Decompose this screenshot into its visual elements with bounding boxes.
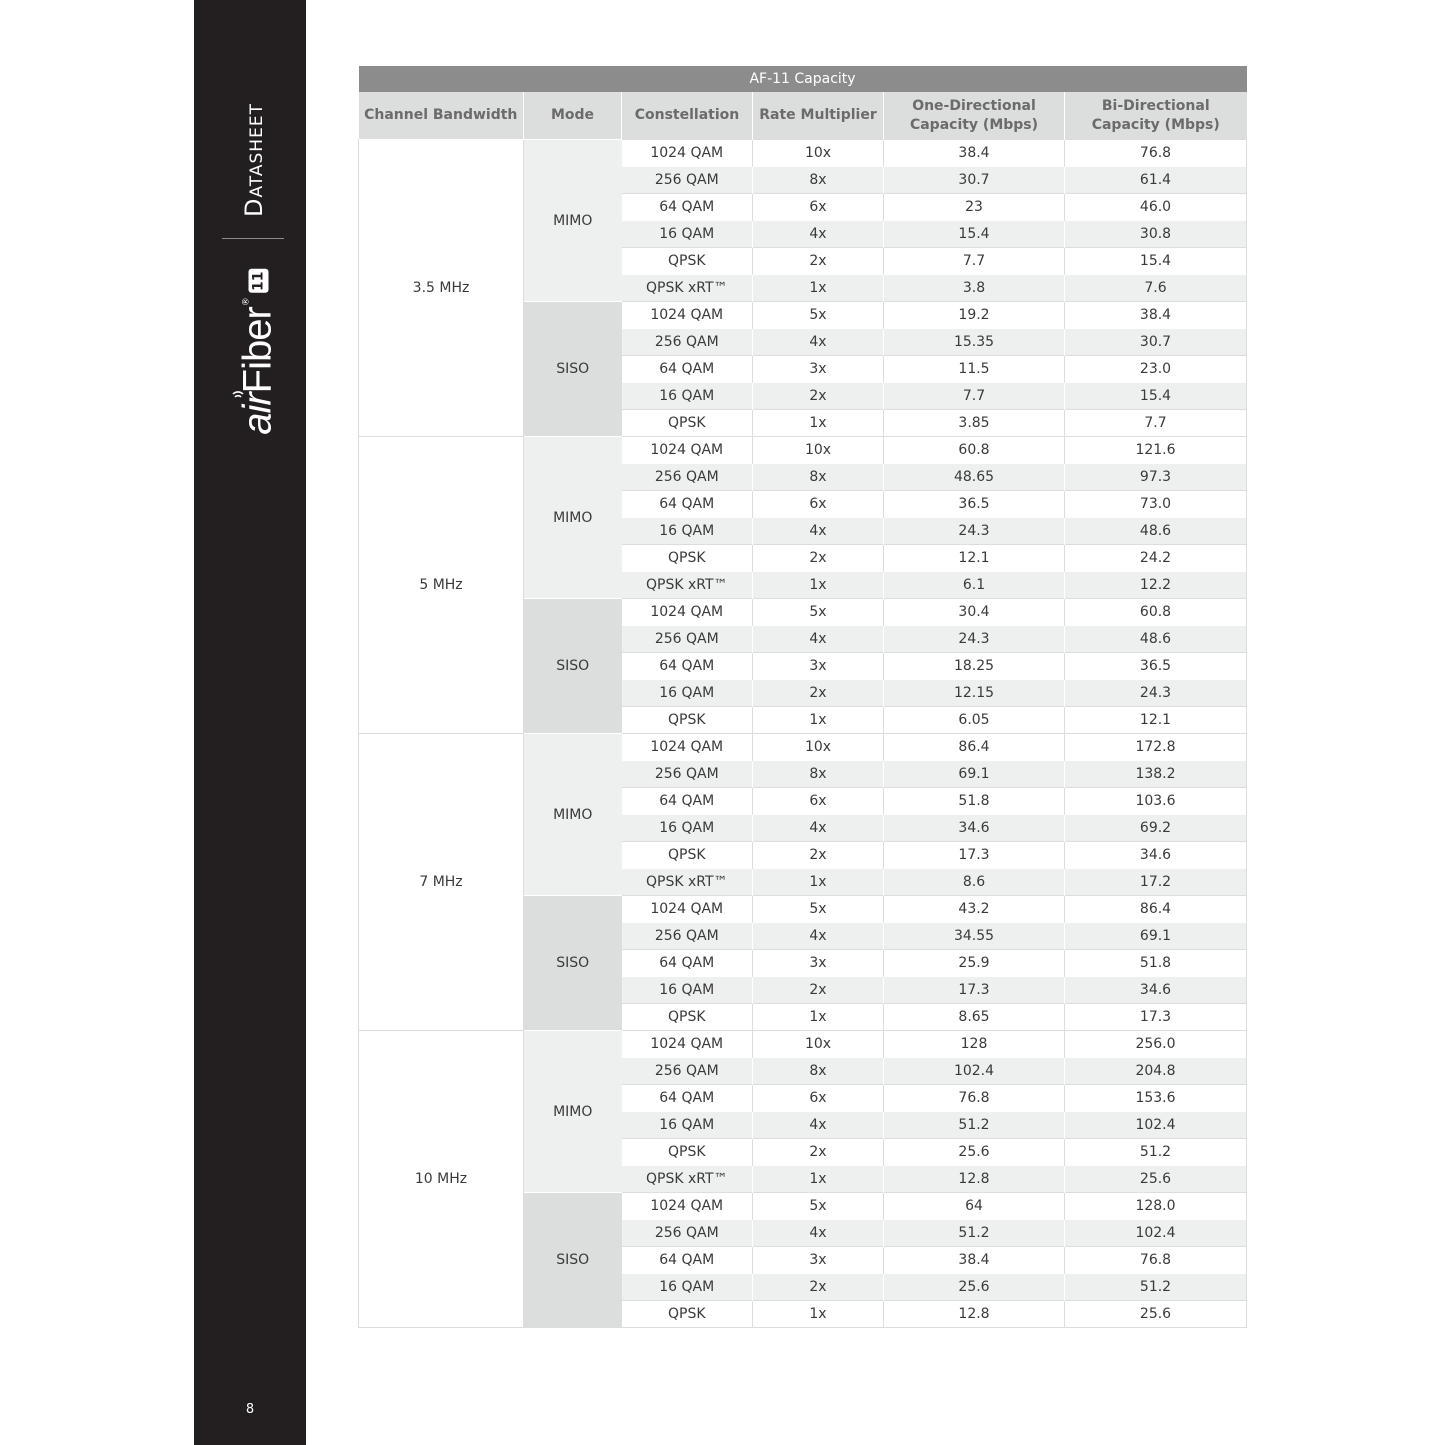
header-mode: Mode — [524, 92, 622, 140]
table-row — [359, 437, 1247, 464]
constellation-cell: 256 QAM — [622, 464, 753, 491]
constellation-cell: QPSK xRT™ — [622, 869, 753, 896]
one-directional-cell: 86.4 — [884, 734, 1065, 761]
bi-directional-cell: 48.6 — [1065, 626, 1247, 653]
table-title: AF-11 Capacity — [359, 66, 1247, 92]
constellation-cell: QPSK — [622, 545, 753, 572]
table-body — [359, 140, 1247, 1328]
constellation-cell: 1024 QAM — [622, 140, 753, 167]
rate-multiplier-cell: 10x — [753, 1031, 884, 1058]
bi-directional-cell: 38.4 — [1065, 302, 1247, 329]
bi-directional-cell: 76.8 — [1065, 140, 1247, 167]
rate-multiplier-cell: 4x — [753, 329, 884, 356]
rate-multiplier-cell: 4x — [753, 1220, 884, 1247]
rate-multiplier-cell: 1x — [753, 1166, 884, 1193]
rate-multiplier-cell: 6x — [753, 1085, 884, 1112]
datasheet-label: Datasheet — [240, 103, 268, 217]
rate-multiplier-cell: 10x — [753, 140, 884, 167]
bi-directional-cell: 102.4 — [1065, 1220, 1247, 1247]
bi-directional-cell: 34.6 — [1065, 977, 1247, 1004]
rate-multiplier-cell: 2x — [753, 383, 884, 410]
constellation-cell: QPSK — [622, 248, 753, 275]
one-directional-cell: 12.8 — [884, 1301, 1065, 1328]
bi-directional-cell: 51.2 — [1065, 1274, 1247, 1301]
one-directional-cell: 7.7 — [884, 383, 1065, 410]
table-row — [359, 1031, 1247, 1058]
rate-multiplier-cell: 5x — [753, 302, 884, 329]
constellation-cell: QPSK — [622, 1301, 753, 1328]
bi-directional-cell: 15.4 — [1065, 383, 1247, 410]
one-directional-cell: 12.8 — [884, 1166, 1065, 1193]
rate-multiplier-cell: 4x — [753, 518, 884, 545]
rate-multiplier-cell: 2x — [753, 977, 884, 1004]
bi-directional-cell: 15.4 — [1065, 248, 1247, 275]
rate-multiplier-cell: 8x — [753, 167, 884, 194]
rate-multiplier-cell: 3x — [753, 1247, 884, 1274]
constellation-cell: 64 QAM — [622, 950, 753, 977]
header-one-directional: One-Directional Capacity (Mbps) — [884, 92, 1065, 140]
rate-multiplier-cell: 3x — [753, 356, 884, 383]
one-directional-cell: 11.5 — [884, 356, 1065, 383]
sidebar-divider — [222, 238, 284, 239]
one-directional-cell: 18.25 — [884, 653, 1065, 680]
constellation-cell: 256 QAM — [622, 1220, 753, 1247]
rate-multiplier-cell: 6x — [753, 788, 884, 815]
constellation-cell: 1024 QAM — [622, 1031, 753, 1058]
rate-multiplier-cell: 8x — [753, 464, 884, 491]
airfiber-logo — [236, 269, 281, 435]
one-directional-cell: 12.15 — [884, 680, 1065, 707]
one-directional-cell: 30.7 — [884, 167, 1065, 194]
bi-directional-cell: 17.3 — [1065, 1004, 1247, 1031]
logo-fiber-text: Fiber — [235, 307, 280, 394]
constellation-cell: 16 QAM — [622, 221, 753, 248]
bi-directional-cell: 7.6 — [1065, 275, 1247, 302]
rate-multiplier-cell: 8x — [753, 761, 884, 788]
constellation-cell: QPSK — [622, 842, 753, 869]
constellation-cell: 256 QAM — [622, 329, 753, 356]
one-directional-cell: 36.5 — [884, 491, 1065, 518]
constellation-cell: 1024 QAM — [622, 1193, 753, 1220]
one-directional-cell: 24.3 — [884, 626, 1065, 653]
one-directional-cell: 6.05 — [884, 707, 1065, 734]
channel-bandwidth-cell: 7 MHz — [359, 734, 524, 1031]
constellation-cell: 64 QAM — [622, 788, 753, 815]
constellation-cell: 256 QAM — [622, 626, 753, 653]
constellation-cell: 64 QAM — [622, 194, 753, 221]
constellation-cell: 1024 QAM — [622, 599, 753, 626]
rate-multiplier-cell: 1x — [753, 275, 884, 302]
mode-cell: MIMO — [524, 437, 622, 599]
bi-directional-cell: 34.6 — [1065, 842, 1247, 869]
rate-multiplier-cell: 1x — [753, 572, 884, 599]
one-directional-cell: 15.35 — [884, 329, 1065, 356]
bi-directional-cell: 24.2 — [1065, 545, 1247, 572]
one-directional-cell: 25.6 — [884, 1274, 1065, 1301]
capacity-table — [358, 66, 1247, 1328]
bi-directional-cell: 103.6 — [1065, 788, 1247, 815]
one-directional-cell: 51.8 — [884, 788, 1065, 815]
rate-multiplier-cell: 3x — [753, 950, 884, 977]
one-directional-cell: 43.2 — [884, 896, 1065, 923]
one-directional-cell: 23 — [884, 194, 1065, 221]
one-directional-cell: 6.1 — [884, 572, 1065, 599]
bi-directional-cell: 256.0 — [1065, 1031, 1247, 1058]
rate-multiplier-cell: 1x — [753, 410, 884, 437]
bi-directional-cell: 60.8 — [1065, 599, 1247, 626]
bi-directional-cell: 25.6 — [1065, 1301, 1247, 1328]
bi-directional-cell: 12.2 — [1065, 572, 1247, 599]
one-directional-cell: 25.6 — [884, 1139, 1065, 1166]
logo-badge: 11 — [248, 269, 268, 293]
constellation-cell: 64 QAM — [622, 1247, 753, 1274]
one-directional-cell: 8.65 — [884, 1004, 1065, 1031]
constellation-cell: 64 QAM — [622, 1085, 753, 1112]
one-directional-cell: 102.4 — [884, 1058, 1065, 1085]
bi-directional-cell: 172.8 — [1065, 734, 1247, 761]
rate-multiplier-cell: 2x — [753, 1274, 884, 1301]
rate-multiplier-cell: 4x — [753, 815, 884, 842]
rate-multiplier-cell: 4x — [753, 221, 884, 248]
constellation-cell: 16 QAM — [622, 1274, 753, 1301]
bi-directional-cell: 36.5 — [1065, 653, 1247, 680]
rate-multiplier-cell: 1x — [753, 1004, 884, 1031]
bi-directional-cell: 51.8 — [1065, 950, 1247, 977]
one-directional-cell: 69.1 — [884, 761, 1065, 788]
one-directional-cell: 25.9 — [884, 950, 1065, 977]
bi-directional-cell: 12.1 — [1065, 707, 1247, 734]
rate-multiplier-cell: 2x — [753, 545, 884, 572]
one-directional-cell: 7.7 — [884, 248, 1065, 275]
constellation-cell: QPSK — [622, 707, 753, 734]
one-directional-cell: 12.1 — [884, 545, 1065, 572]
one-directional-cell: 19.2 — [884, 302, 1065, 329]
rate-multiplier-cell: 4x — [753, 1112, 884, 1139]
bi-directional-cell: 69.1 — [1065, 923, 1247, 950]
rate-multiplier-cell: 4x — [753, 626, 884, 653]
registered-mark: ® — [241, 297, 252, 307]
constellation-cell: 16 QAM — [622, 977, 753, 1004]
constellation-cell: 1024 QAM — [622, 734, 753, 761]
constellation-cell: 1024 QAM — [622, 302, 753, 329]
one-directional-cell: 15.4 — [884, 221, 1065, 248]
bi-directional-cell: 76.8 — [1065, 1247, 1247, 1274]
constellation-cell: 256 QAM — [622, 923, 753, 950]
header-rate-multiplier: Rate Multiplier — [753, 92, 884, 140]
one-directional-cell: 128 — [884, 1031, 1065, 1058]
header-bi-directional: Bi-Directional Capacity (Mbps) — [1065, 92, 1247, 140]
mode-cell: SISO — [524, 896, 622, 1031]
constellation-cell: QPSK xRT™ — [622, 572, 753, 599]
one-directional-cell: 48.65 — [884, 464, 1065, 491]
constellation-cell: 16 QAM — [622, 815, 753, 842]
rate-multiplier-cell: 5x — [753, 599, 884, 626]
bi-directional-cell: 30.7 — [1065, 329, 1247, 356]
table-row — [359, 734, 1247, 761]
bi-directional-cell: 25.6 — [1065, 1166, 1247, 1193]
mode-cell: MIMO — [524, 140, 622, 302]
channel-bandwidth-cell: 3.5 MHz — [359, 140, 524, 437]
mode-cell: SISO — [524, 599, 622, 734]
one-directional-cell: 3.8 — [884, 275, 1065, 302]
header-channel-bandwidth: Channel Bandwidth — [359, 92, 524, 140]
table-row — [359, 140, 1247, 167]
rate-multiplier-cell: 5x — [753, 896, 884, 923]
one-directional-cell: 51.2 — [884, 1220, 1065, 1247]
rate-multiplier-cell: 1x — [753, 1301, 884, 1328]
bi-directional-cell: 73.0 — [1065, 491, 1247, 518]
constellation-cell: 64 QAM — [622, 491, 753, 518]
rate-multiplier-cell: 8x — [753, 1058, 884, 1085]
channel-bandwidth-cell: 5 MHz — [359, 437, 524, 734]
rate-multiplier-cell: 10x — [753, 437, 884, 464]
bi-directional-cell: 30.8 — [1065, 221, 1247, 248]
constellation-cell: 64 QAM — [622, 653, 753, 680]
mode-cell: SISO — [524, 302, 622, 437]
constellation-cell: 16 QAM — [622, 1112, 753, 1139]
rate-multiplier-cell: 2x — [753, 842, 884, 869]
constellation-cell: QPSK xRT™ — [622, 1166, 753, 1193]
bi-directional-cell: 24.3 — [1065, 680, 1247, 707]
bi-directional-cell: 121.6 — [1065, 437, 1247, 464]
bi-directional-cell: 102.4 — [1065, 1112, 1247, 1139]
constellation-cell: QPSK xRT™ — [622, 275, 753, 302]
constellation-cell: 16 QAM — [622, 680, 753, 707]
constellation-cell: 64 QAM — [622, 356, 753, 383]
rate-multiplier-cell: 5x — [753, 1193, 884, 1220]
mode-cell: MIMO — [524, 1031, 622, 1193]
channel-bandwidth-cell: 10 MHz — [359, 1031, 524, 1328]
constellation-cell: QPSK — [622, 410, 753, 437]
one-directional-cell: 38.4 — [884, 1247, 1065, 1274]
rate-multiplier-cell: 2x — [753, 1139, 884, 1166]
constellation-cell: QPSK — [622, 1004, 753, 1031]
bi-directional-cell: 46.0 — [1065, 194, 1247, 221]
constellation-cell: QPSK — [622, 1139, 753, 1166]
logo-air-text: air — [235, 393, 280, 435]
rate-multiplier-cell: 2x — [753, 680, 884, 707]
bi-directional-cell: 48.6 — [1065, 518, 1247, 545]
bi-directional-cell: 97.3 — [1065, 464, 1247, 491]
bi-directional-cell: 153.6 — [1065, 1085, 1247, 1112]
rate-multiplier-cell: 10x — [753, 734, 884, 761]
one-directional-cell: 3.85 — [884, 410, 1065, 437]
rate-multiplier-cell: 3x — [753, 653, 884, 680]
one-directional-cell: 34.55 — [884, 923, 1065, 950]
bi-directional-cell: 138.2 — [1065, 761, 1247, 788]
rate-multiplier-cell: 1x — [753, 869, 884, 896]
constellation-cell: 256 QAM — [622, 167, 753, 194]
bi-directional-cell: 7.7 — [1065, 410, 1247, 437]
one-directional-cell: 34.6 — [884, 815, 1065, 842]
bi-directional-cell: 128.0 — [1065, 1193, 1247, 1220]
one-directional-cell: 24.3 — [884, 518, 1065, 545]
bi-directional-cell: 23.0 — [1065, 356, 1247, 383]
rate-multiplier-cell: 4x — [753, 923, 884, 950]
one-directional-cell: 17.3 — [884, 842, 1065, 869]
bi-directional-cell: 51.2 — [1065, 1139, 1247, 1166]
rate-multiplier-cell: 6x — [753, 194, 884, 221]
rate-multiplier-cell: 2x — [753, 248, 884, 275]
mode-cell: MIMO — [524, 734, 622, 896]
bi-directional-cell: 69.2 — [1065, 815, 1247, 842]
page-number: 8 — [245, 1402, 255, 1417]
bi-directional-cell: 204.8 — [1065, 1058, 1247, 1085]
one-directional-cell: 17.3 — [884, 977, 1065, 1004]
constellation-cell: 16 QAM — [622, 383, 753, 410]
one-directional-cell: 64 — [884, 1193, 1065, 1220]
bi-directional-cell: 61.4 — [1065, 167, 1247, 194]
one-directional-cell: 51.2 — [884, 1112, 1065, 1139]
constellation-cell: 1024 QAM — [622, 437, 753, 464]
one-directional-cell: 38.4 — [884, 140, 1065, 167]
rate-multiplier-cell: 1x — [753, 707, 884, 734]
one-directional-cell: 60.8 — [884, 437, 1065, 464]
rate-multiplier-cell: 6x — [753, 491, 884, 518]
bi-directional-cell: 86.4 — [1065, 896, 1247, 923]
mode-cell: SISO — [524, 1193, 622, 1328]
bi-directional-cell: 17.2 — [1065, 869, 1247, 896]
constellation-cell: 1024 QAM — [622, 896, 753, 923]
one-directional-cell: 76.8 — [884, 1085, 1065, 1112]
constellation-cell: 16 QAM — [622, 518, 753, 545]
one-directional-cell: 30.4 — [884, 599, 1065, 626]
header-constellation: Constellation — [622, 92, 753, 140]
constellation-cell: 256 QAM — [622, 761, 753, 788]
one-directional-cell: 8.6 — [884, 869, 1065, 896]
constellation-cell: 256 QAM — [622, 1058, 753, 1085]
